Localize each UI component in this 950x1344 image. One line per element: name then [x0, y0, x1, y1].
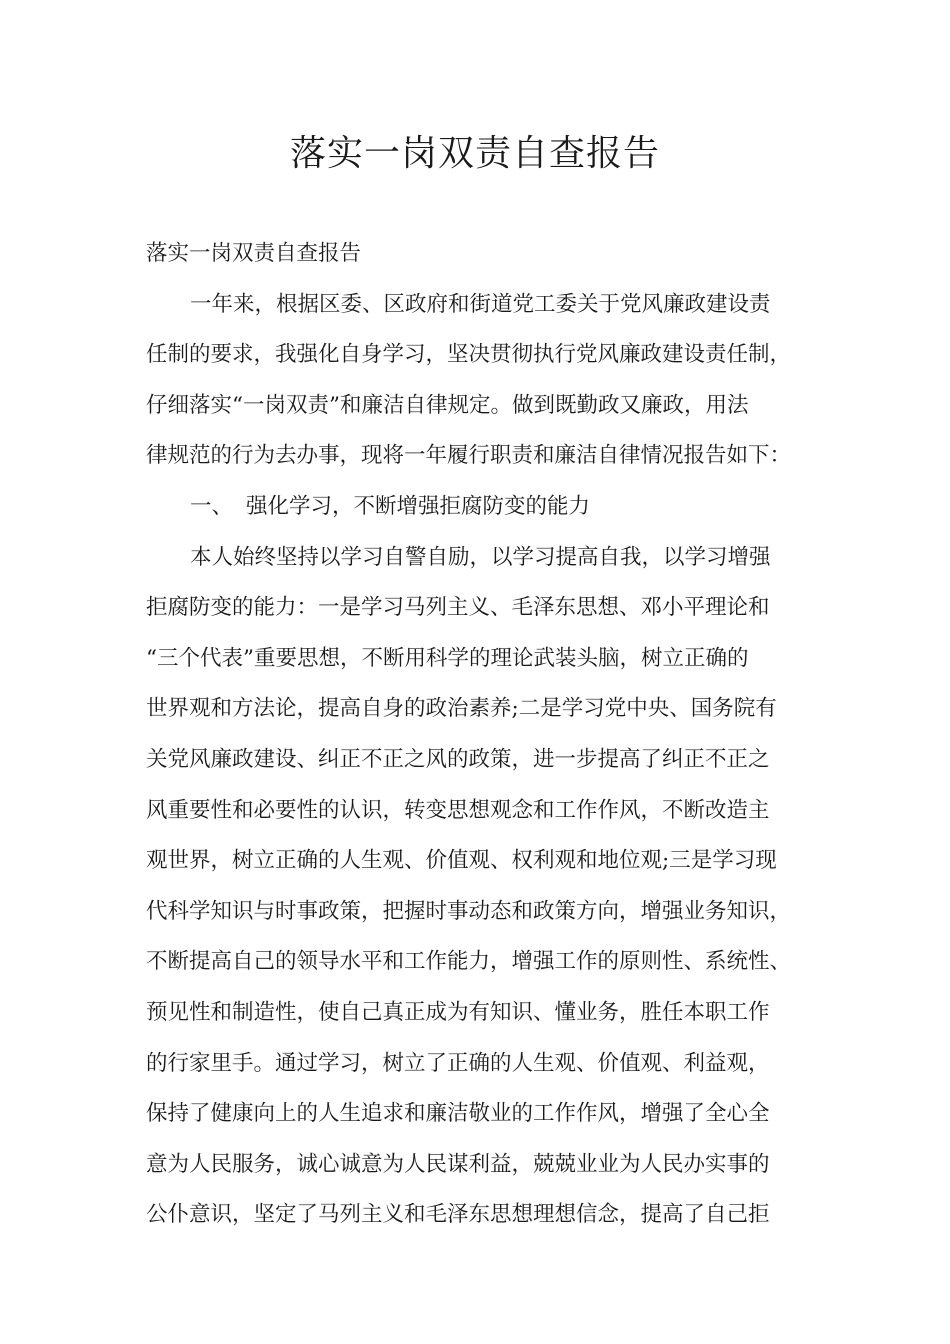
paragraph-line: 拒腐防变的能力：一是学习马列主义、毛泽东思想、邓小平理论和: [146, 595, 770, 621]
paragraph-line: 观世界，树立正确的人生观、价值观、权利观和地位观;三是学习现: [146, 848, 777, 874]
paragraph-line: 风重要性和必要性的认识，转变思想观念和工作作风，不断改造主: [146, 797, 770, 823]
paragraph-line: 本人始终坚持以学习自警自励，以学习提高自我，以学习增强: [190, 544, 771, 570]
document-title: 落实一岗双责自查报告: [289, 133, 660, 174]
paragraph-line: 意为人民服务，诚心诚意为人民谋利益，兢兢业业为人民办实事的: [146, 1151, 770, 1177]
paragraph-line: 保持了健康向上的人生追求和廉洁敬业的工作作风，增强了全心全: [146, 1101, 770, 1127]
paragraph-line: 公仆意识，坚定了马列主义和毛泽东思想理想信念，提高了自己拒: [146, 1202, 770, 1228]
paragraph-line: 律规范的行为去办事，现将一年履行职责和廉洁自律情况报告如下：: [146, 443, 792, 469]
paragraph-line: 世界观和方法论，提高自身的政治素养;二是学习党中央、国务院有: [146, 696, 777, 722]
section-heading: [146, 482, 826, 533]
section-heading-text: 强化学习，不断增强拒腐防变的能力: [246, 493, 591, 519]
paragraph-line: 不断提高自己的领导水平和工作能力，增强工作的原则性、系统性、: [146, 949, 792, 975]
document-body: [146, 229, 826, 1241]
paragraph-line: “三个代表”重要思想，不断用科学的理论武装头脑，树立正确的: [146, 645, 749, 671]
paragraph-line: 预见性和制造性，使自己真正成为有知识、懂业务，胜任本职工作: [146, 999, 770, 1025]
paragraph-line: 代科学知识与时事政策，把握时事动态和政策方向，增强业务知识，: [146, 898, 792, 924]
paragraph-line: 关党风廉政建设、纠正不正之风的政策，进一步提高了纠正不正之: [146, 746, 770, 772]
paragraph-line: 任制的要求，我强化自身学习，坚决贯彻执行党风廉政建设责任制，: [146, 342, 792, 368]
paragraph-line: 仔细落实“一岗双责”和廉洁自律规定。做到既勤政又廉政，用法: [146, 392, 749, 418]
paragraph-line: 的行家里手。通过学习，树立了正确的人生观、价值观、利益观，: [146, 1050, 770, 1076]
document-subtitle: 落实一岗双责自查报告: [146, 241, 362, 266]
paragraph-line: 一年来，根据区委、区政府和街道党工委关于党风廉政建设责: [190, 291, 771, 317]
section-heading-number: 一、: [190, 493, 234, 519]
